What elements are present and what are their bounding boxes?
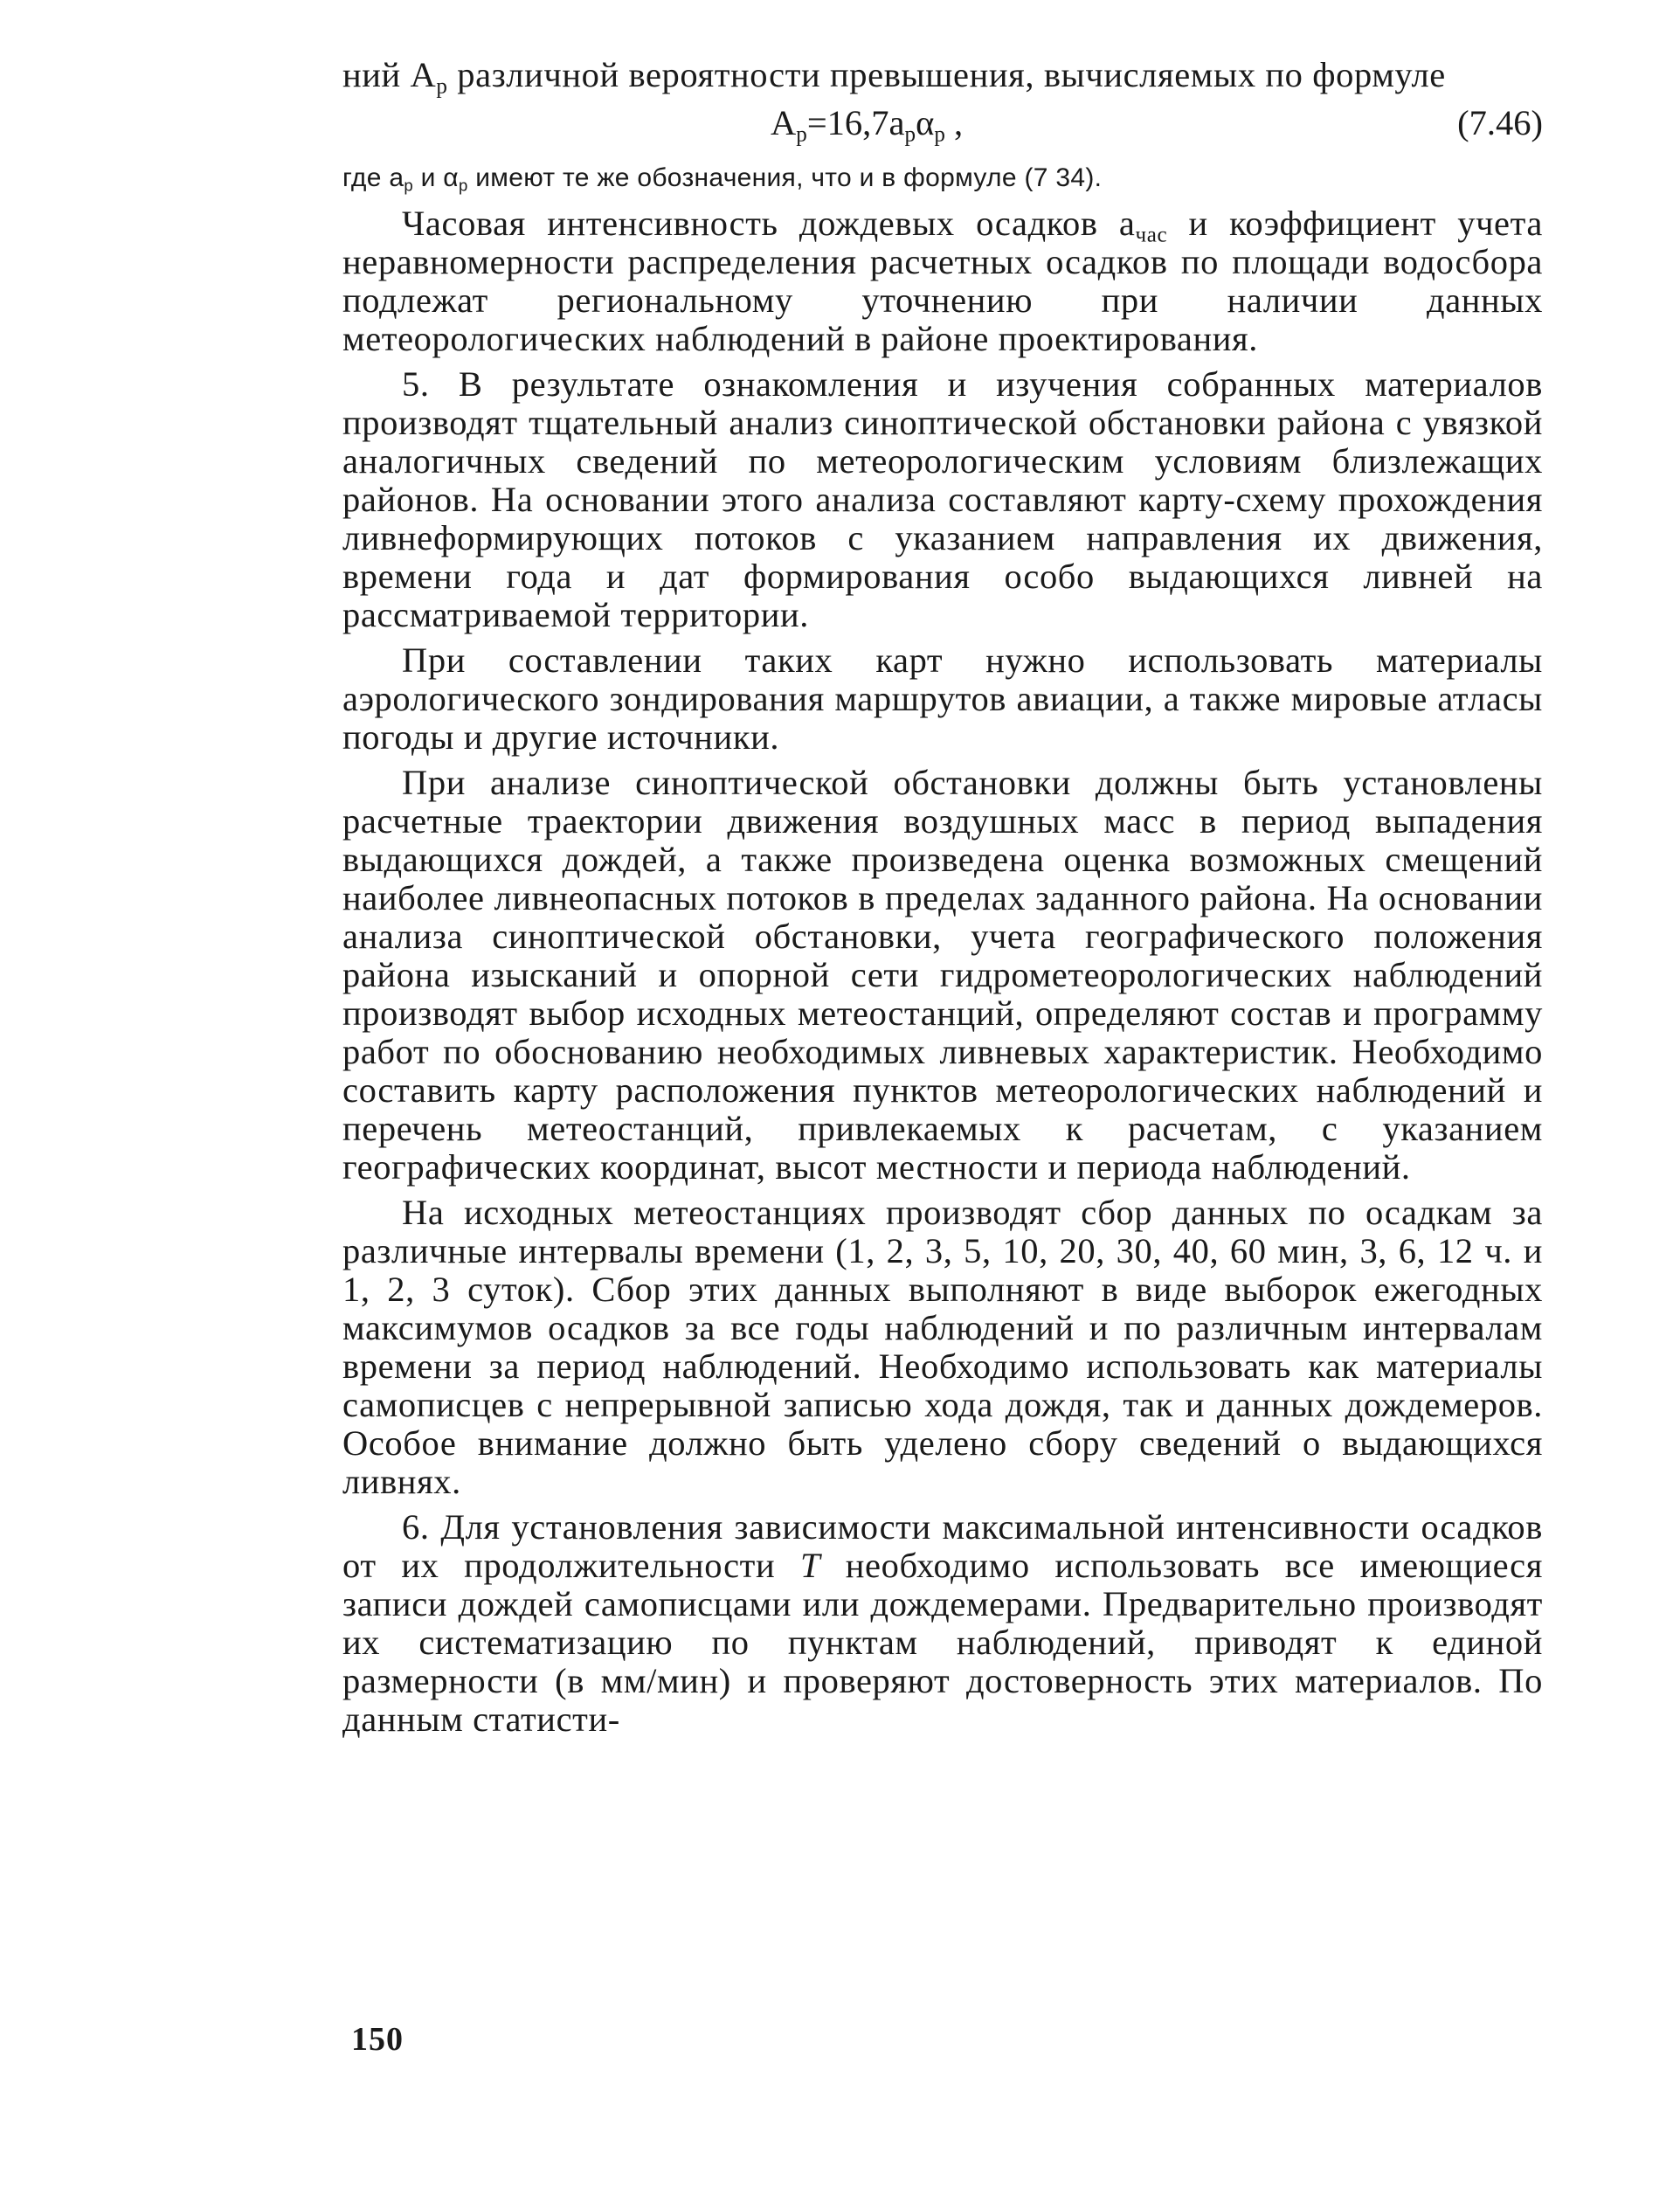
formula-expression: $A_p=16,7a_p\alpha_p$ , <box>771 103 964 147</box>
formula-7-46 <box>342 96 1543 150</box>
paragraph-synoptic-analysis: При анализе синоптической обстановки должны быть установлены расчетные траектории движения воздушных масс в период выпадения выдающихся дождей, а также произведена оценка возможных смещений наиболее ливнеопасных потоков в пределах заданного района. На основании анализа синоптической обстановки, учета географического положения района изысканий и опорной сети гидрометеорологических наблюдений производят выбор исходных метеостанций, определяют состав и программу работ по обоснованию необходимых ливневых характеристик. Необходимо составить карту расположения пунктов метеорологических наблюдений и перечень метеостанций, привлекаемых к расчетам, с указанием географических координат, высот местности и периода наблюдений. <box>342 763 1543 1187</box>
intro-line: ний $A_p$ различной вероятности превышения, вычисляемых по формуле <box>342 55 1446 99</box>
formula-note: где $a_p$ и $\alpha_p$ имеют те же обозначения, что и в формуле (7 34). <box>342 163 1103 195</box>
paragraph-data-collection: На исходных метеостанциях производят сбор данных по осадкам за различные интервалы времени (1, 2, 3, 5, 10, 20, 30, 40, 60 мин, 3, 6, 12 ч. и 1, 2, 3 суток). Сбор этих данных выполняют в виде выборок ежегодных максимумов осадков за все годы наблюдений и по различным интервалам времени за период наблюдений. Необходимо использовать как материалы самописцев с непрерывной записью хода дождя, так и данных дождемеров. Особое внимание должно быть уделено сбору сведений о выдающихся ливнях. <box>342 1193 1543 1501</box>
paragraph-maps: При составлении таких карт нужно использовать материалы аэрологического зондирования маршрутов авиации, а также мировые атласы погоды и другие источники. <box>342 640 1543 757</box>
formula-number: (7.46) <box>1457 103 1543 142</box>
paragraph-hourly-intensity: Часовая интенсивность дождевых осадков $a_{час}$ и коэффициент учета неравномерности распределения расчетных осадков по площади водосбора подлежат региональному уточнению при наличии данных метеорологических наблюдений в районе проектирования. <box>342 204 1543 358</box>
paragraph-item-6: 6. Для установления зависимости максимальной интенсивности осадков от их продолжительности T необходимо использовать все имеющиеся записи дождей самописцами или дождемерами. Предварительно производят их систематизацию по пунктам наблюдений, приводят к единой размерности (в мм/мин) и проверяют достоверность этих материалов. По данным статисти- <box>342 1507 1543 1739</box>
paragraph-item-5: 5. В результате ознакомления и изучения собранных материалов производят тщательный анализ синоптической обстановки района с увязкой аналогичных сведений по метеорологическим условиям близлежащих районов. На основании этого анализа составляют карту-схему прохождения ливнеформирующих потоков с указанием направления их движения, времени года и дат формирования особо выдающихся ливней на рассматриваемой территории. <box>342 364 1543 634</box>
page-body <box>342 56 1543 1739</box>
page-number: 150 <box>351 2021 404 2058</box>
